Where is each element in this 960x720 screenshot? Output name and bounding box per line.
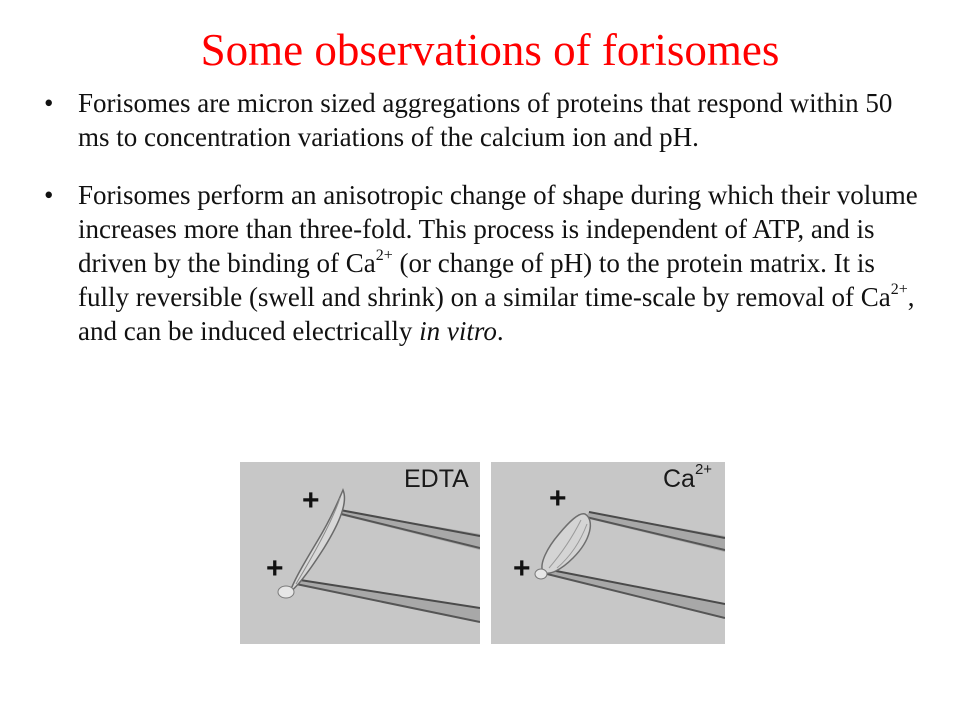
bullet-dot: • xyxy=(44,88,54,118)
plus-electrode-marker: + xyxy=(549,482,567,515)
plus-electrode-marker: + xyxy=(513,552,531,585)
plus-electrode-marker: + xyxy=(266,552,284,585)
bullet-list xyxy=(40,86,920,348)
bullet-item-2 xyxy=(40,178,920,348)
superscript-charge: 2+ xyxy=(890,281,908,298)
superscript-charge: 2+ xyxy=(375,247,393,264)
edta-label: EDTA xyxy=(404,465,469,493)
bullet-text-1: Forisomes are micron sized aggregations of proteins that respond within 50 ms to concentration variations of the calcium ion and pH. xyxy=(78,88,893,152)
bullet-dot: • xyxy=(44,180,54,210)
slide-title: Some observations of forisomes xyxy=(200,25,780,75)
edta-micrograph xyxy=(240,462,480,644)
calcium-micrograph xyxy=(491,462,725,644)
bullet-item-1 xyxy=(40,86,920,154)
italic-in-vitro: in vitro xyxy=(419,316,497,346)
calcium-label: $Ca^{2+}$ xyxy=(663,462,713,493)
forisome-micrograph-figure xyxy=(240,462,725,644)
plus-electrode-marker: + xyxy=(302,484,320,517)
bullet-text-2: Forisomes perform an anisotropic change of shape during which their volume increases more than three-fold. This process is independent of ATP, and is driven by the binding of $Ca^{2+}$ (or change of pH) to the protein matrix. It is fully reversible (swell and shrink) on a similar time-scale by removal of $Ca^{2+}$, and can be induced electrically in vitro. xyxy=(78,180,918,346)
